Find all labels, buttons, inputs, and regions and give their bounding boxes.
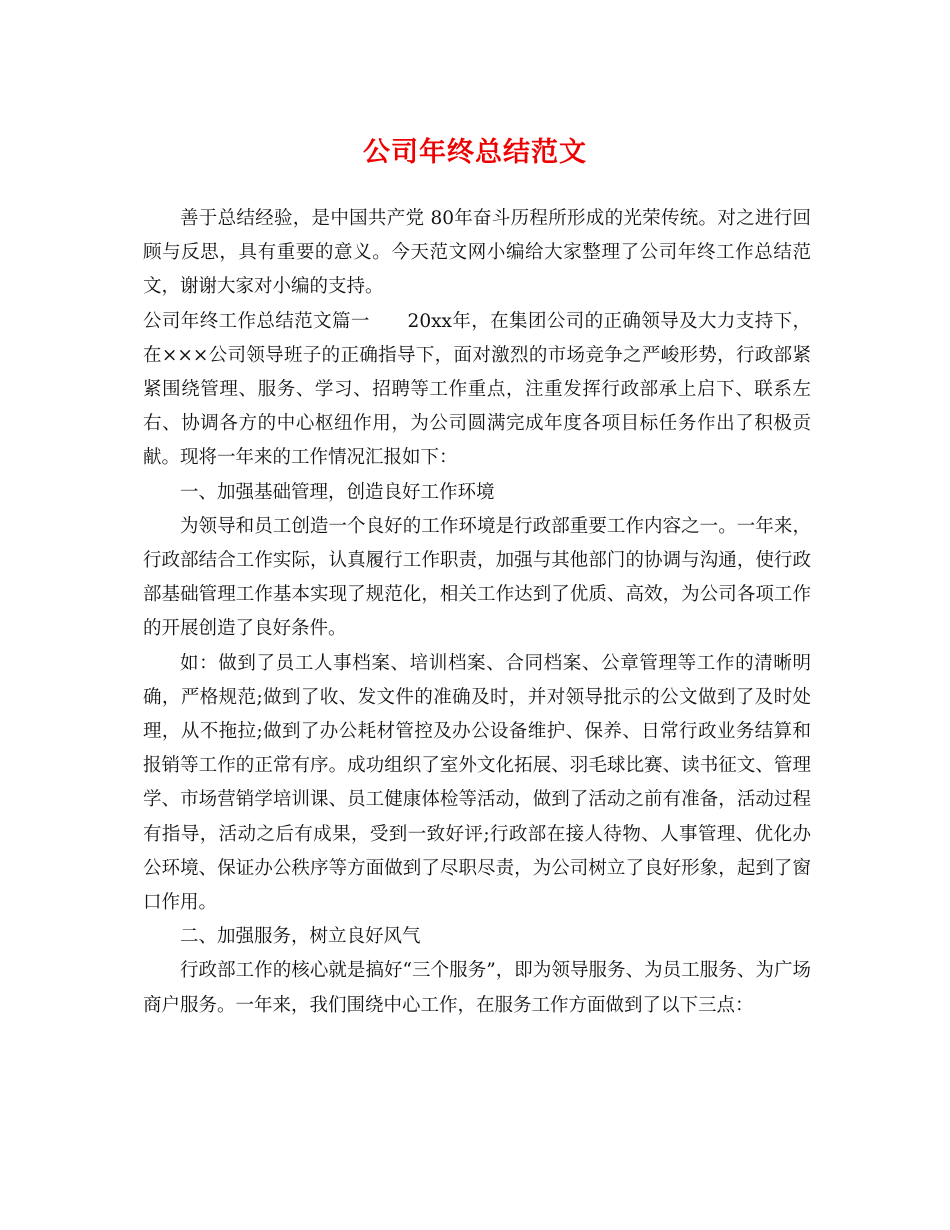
paragraph-section-2: 行政部工作的核心就是搞好“三个服务”，即为领导服务、为员工服务、为广场商户服务。一年来，我们围绕中心工作，在服务工作方面做到了以下三点： [143,960,811,1016]
paragraph-section-1: 为领导和员工创造一个良好的工作环境是行政部重要工作内容之一。一年来，行政部结合工作实际，认真履行工作职责，加强与其他部门的协调与沟通，使行政部基础管理工作基本实现了规范化，相关工作达到了优质、高效，为公司各项工作的开展创造了良好条件。 [143,515,811,640]
section-heading-2: 二、加强服务，树立良好风气 [180,926,421,948]
document-title: 公司年终总结范文 [363,137,587,168]
paragraph-overview: 公司年终工作总结范文篇一 20xx年，在集团公司的正确领导及大力支持下，在×××公司领导班子的正确指导下，面对激烈的市场竞争之严峻形势，行政部紧紧围绕管理、服务、学习、招聘等工作重点，注重发挥行政部承上启下、联系左右、协调各方的中心枢纽作用，为公司圆满完成年度各项目标任务作出了积极贡献。现将一年来的工作情况汇报如下： [143,310,811,469]
paragraph-examples: 如：做到了员工人事档案、培训档案、合同档案、公章管理等工作的清晰明确，严格规范;做到了收、发文件的准确及时，并对领导批示的公文做到了及时处理，从不拖拉;做到了办公耗材管控及办公设备维护、保养、日常行政业务结算和报销等工作的正常有序。成功组织了室外文化拓展、羽毛球比赛、读书征文、管理学、市场营销学培训课、员工健康体检等活动，做到了活动之前有准备，活动过程有指导，活动之后有成果，受到一致好评;行政部在接人待物、人事管理、优化办公环境、保证办公秩序等方面做到了尽职尽责，为公司树立了良好形象，起到了窗口作用。 [143,652,811,914]
section-heading-1: 一、加强基础管理，创造良好工作环境 [180,481,495,503]
document-body [143,202,811,1023]
paragraph-intro: 善于总结经验，是中国共产党 80年奋斗历程所形成的光荣传统。对之进行回顾与反思，具有重要的意义。今天范文网小编给大家整理了公司年终工作总结范文，谢谢大家对小编的支持。 [143,208,811,298]
